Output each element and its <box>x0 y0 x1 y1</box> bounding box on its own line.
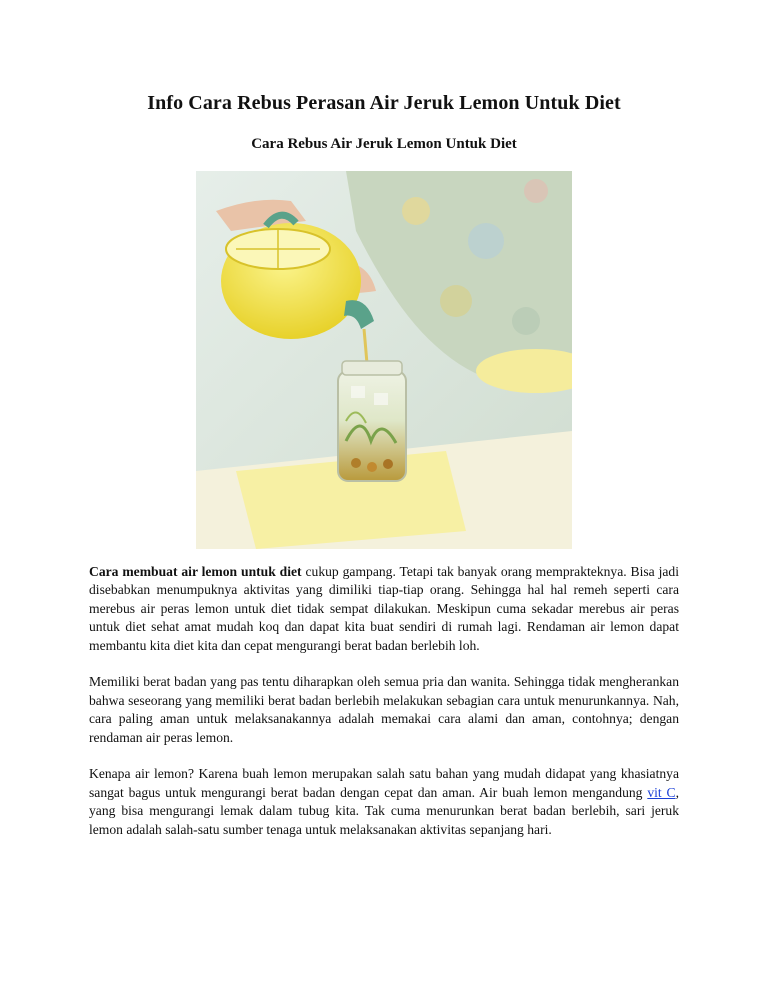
photo-illustration <box>196 171 572 549</box>
article-body <box>89 563 679 857</box>
paragraph-3-after: , yang bisa mengurangi lemak dalam tubug kita. Tak cuma menurunkan berat badan berlebih, sari jeruk lemon adalah salah-satu sumber tenaga untuk melaksanakan aktivitas sepanjang hari. <box>89 784 679 837</box>
paragraph-1 <box>89 563 679 655</box>
lemon-teapot-photo <box>196 171 572 549</box>
paragraph-2: Memiliki berat badan yang pas tentu diharapkan oleh semua pria dan wanita. Sehingga tidak mengherankan bahwa seseorang yang memiliki berat badan berlebih melakukan sebagian cara untuk menurunkannya. Nah, cara paling aman untuk melaksanakannya adalah memakai cara alami dan aman, contohnya; dengan rendaman air peras lemon. <box>89 674 679 745</box>
paragraph-3-before: Kenapa air lemon? Karena buah lemon merupakan salah satu bahan yang mudah didapat yang khasiatnya sangat bagus untuk mengurangi berat badan dengan cepat dan aman. Air buah lemon mengandung <box>89 766 679 800</box>
paragraph-1-text: cukup gampang. Tetapi tak banyak orang mempraktekny​a. Bisa jadi disebabkan menumpuknya aktivitas yang dimiliki tiap-tiap orang. Sehingga hal hal remeh seperti cara merebus air peras lemon untuk diet tidak sempat dilakukan. Meskipun cuma sekadar merebus air peras untuk diet sehat amat mudah koq dan dapat kita buat sendiri di rumah lagi. Rendaman air lemon dapat membantu kita diet kita dan cepat mengurangi berat badan berlebih loh. <box>89 564 679 653</box>
vit-c-link[interactable]: vit C <box>647 784 676 800</box>
paragraph-1-lead: Cara membuat air lemon untuk diet <box>89 564 302 579</box>
paragraph-3 <box>89 765 679 839</box>
page-subtitle: Cara Rebus Air Jeruk Lemon Untuk Diet <box>251 136 517 152</box>
page-title: Info Cara Rebus Perasan Air Jeruk Lemon Untuk Diet <box>147 92 621 114</box>
